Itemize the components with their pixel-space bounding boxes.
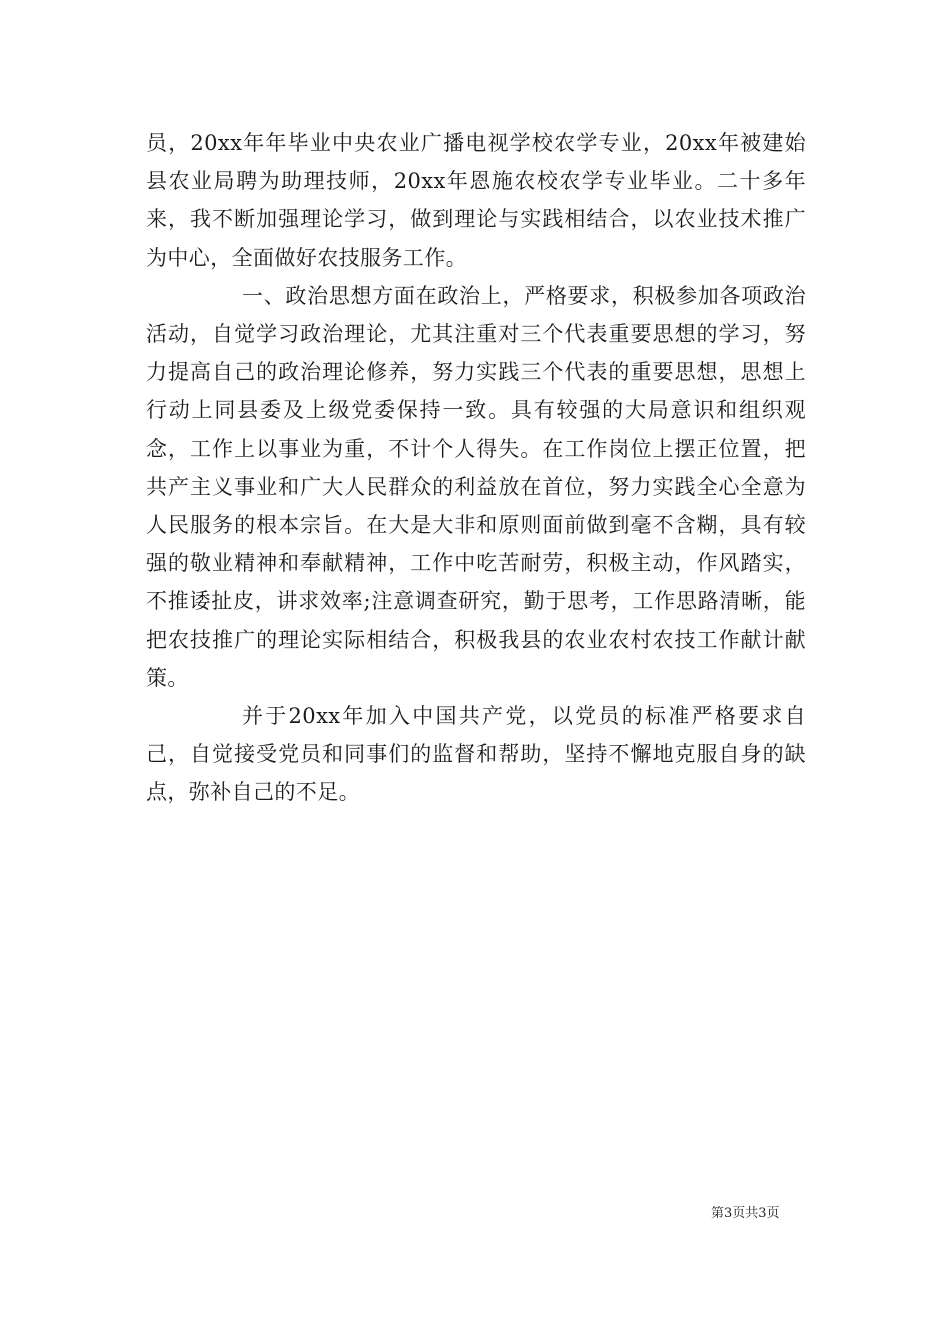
paragraph-education-background: 员，20xx年年毕业中央农业广播电视学校农学专业，20xx年被建始县农业局聘为助理技师，20xx年恩施农校农学专业毕业。二十多年来，我不断加强理论学习，做到理论与实践相结合，以农业技术推广为中心，全面做好农技服务工作。 — [146, 131, 806, 270]
document-body — [146, 124, 806, 812]
paragraph-political-thought: 一、政治思想方面在政治上，严格要求，积极参加各项政治活动，自觉学习政治理论，尤其注重对三个代表重要思想的学习，努力提高自己的政治理论修养，努力实践三个代表的重要思想，思想上行动上同县委及上级党委保持一致。具有较强的大局意识和组织观念，工作上以事业为重，不计个人得失。在工作岗位上摆正位置，把共产主义事业和广大人民群众的利益放在首位，努力实践全心全意为人民服务的根本宗旨。在大是大非和原则面前做到毫不含糊，具有较强的敬业精神和奉献精神，工作中吃苦耐劳，积极主动，作风踏实，不推诿扯皮，讲求效率;注意调查研究，勤于思考，工作思路清晰，能把农技推广的理论实际相结合，积极我县的农业农村农技工作献计献策。 — [146, 283, 806, 690]
page-number-footer: 第3页共3页 — [711, 1206, 780, 1221]
paragraph-party-membership: 并于20xx年加入中国共产党，以党员的标准严格要求自己，自觉接受党员和同事们的监督和帮助，坚持不懈地克服自身的缺点，弥补自己的不足。 — [146, 704, 806, 805]
